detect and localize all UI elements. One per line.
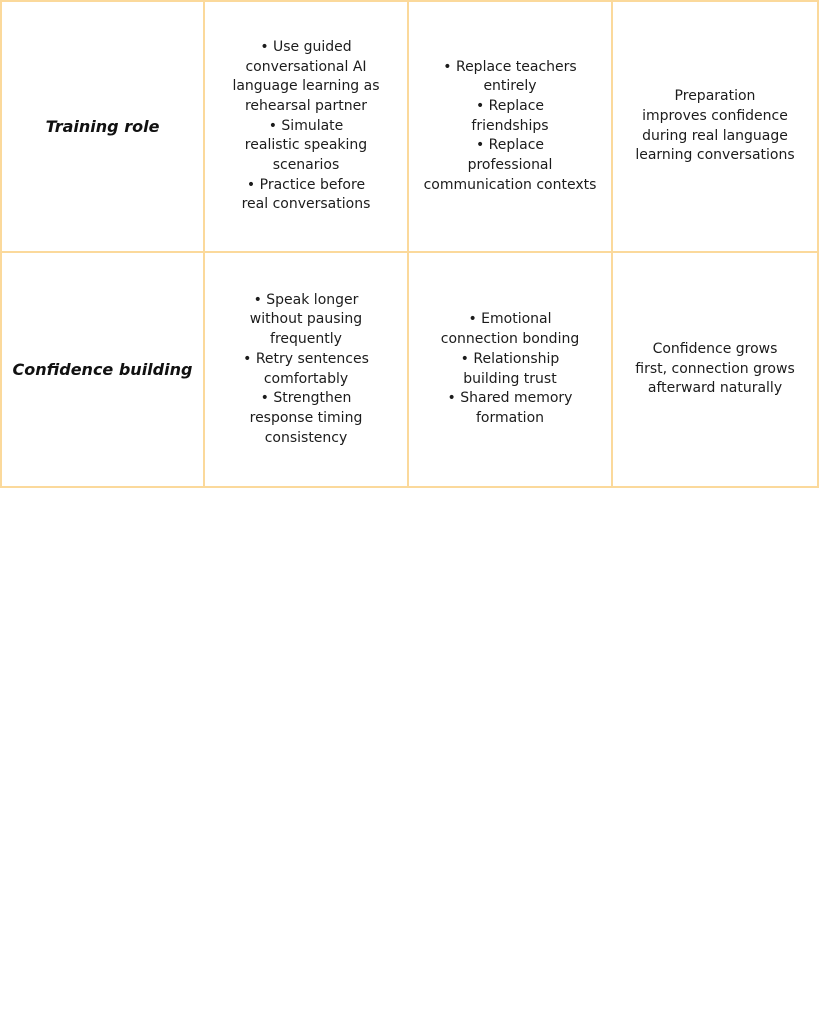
- avoid-list: • Emotional connection bonding • Relationship building trust • Shared memory formation: [440, 311, 580, 426]
- outcome-text: Preparation improves confidence during real language learning conversations: [635, 88, 795, 164]
- comparison-table: [0, 0, 819, 488]
- outcome-cell: [613, 253, 819, 488]
- avoid-cell: [409, 253, 613, 488]
- uses-cell: [205, 0, 409, 253]
- row-label: Training role: [45, 117, 160, 136]
- uses-list: • Use guided conversational AI language learning as rehearsal partner • Simulate realistic speaking scenarios • Practice before real conversations: [232, 38, 380, 213]
- outcome-cell: [613, 0, 819, 253]
- uses-list: • Speak longer without pausing frequently • Retry sentences comfortably • Strengthen response timing consistency: [243, 291, 369, 446]
- uses-cell: [205, 253, 409, 488]
- row-label: Confidence building: [12, 360, 193, 379]
- table-row-label-cell: [0, 253, 205, 488]
- table-row-label-cell: [0, 0, 205, 253]
- avoid-cell: [409, 0, 613, 253]
- outcome-text: Confidence grows first, connection grows afterward naturally: [635, 340, 795, 397]
- avoid-list: • Replace teachers entirely • Replace friendships • Replace professional communication contexts: [423, 58, 597, 193]
